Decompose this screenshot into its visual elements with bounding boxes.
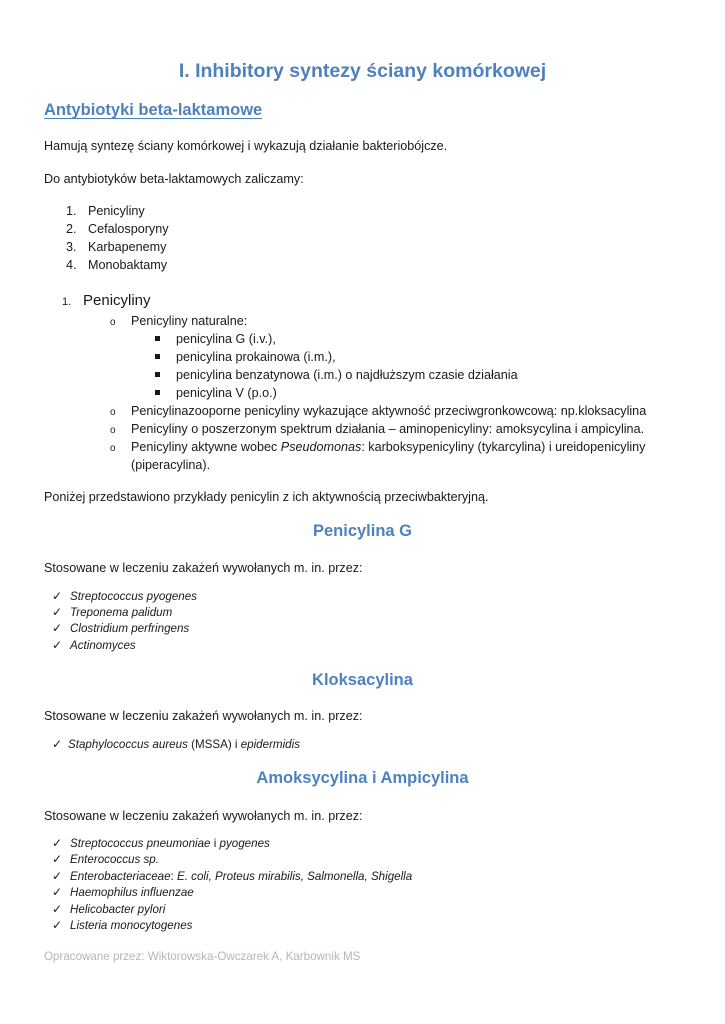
penicillin-g-intro: Stosowane w leczeniu zakażeń wywołanych m. in. przez: bbox=[44, 561, 363, 575]
subsection-heading: Penicyliny bbox=[83, 292, 151, 309]
check-icon: ✓ bbox=[52, 589, 63, 603]
check-icon: ✓ bbox=[52, 869, 63, 883]
subsection-number: 1. bbox=[62, 296, 72, 308]
check-icon: ✓ bbox=[52, 638, 63, 652]
square-bullet-icon bbox=[155, 390, 160, 395]
organism: Haemophilus influenzae bbox=[70, 886, 194, 899]
natural-label: Penicyliny naturalne: bbox=[131, 314, 248, 328]
organism: Staphylococcus aureus (MSSA) i epidermidis bbox=[68, 738, 300, 751]
check-icon: ✓ bbox=[52, 885, 63, 899]
natural-item: penicylina V (p.o.) bbox=[176, 386, 277, 400]
organism: Listeria monocytogenes bbox=[70, 919, 193, 932]
list-item-label: Karbapenemy bbox=[88, 240, 167, 254]
page-title: I. Inhibitory syntezy ściany komórkowej bbox=[178, 60, 547, 82]
pseudomonas-item: Penicyliny aktywne wobec Pseudomonas: karboksypenicyliny (tykarcylina) i ureidopenicyliny bbox=[131, 440, 646, 454]
check-icon: ✓ bbox=[52, 621, 63, 635]
circle-bullet-icon: o bbox=[110, 425, 116, 436]
natural-item: penicylina G (i.v.), bbox=[176, 332, 276, 346]
organism: Clostridium perfringens bbox=[70, 622, 190, 635]
page-footer: Opracowane przez: Wiktorowska-Owczarek A, Karbownik MS bbox=[44, 950, 361, 963]
broad-spectrum-item: Penicyliny o poszerzonym spektrum działania – aminopenicyliny: amoksycylina i ampicylina. bbox=[131, 422, 645, 436]
list-item-label: Penicyliny bbox=[88, 204, 145, 218]
organism: Treponema palidum bbox=[70, 606, 173, 619]
cloxacillin-intro: Stosowane w leczeniu zakażeń wywołanych m. in. przez: bbox=[44, 709, 363, 723]
check-icon: ✓ bbox=[52, 737, 63, 751]
list-item: 3. bbox=[66, 240, 77, 254]
list-item-label: Cefalosporyny bbox=[88, 222, 169, 236]
organism: Enterobacteriaceae: E. coli, Proteus mirabilis, Salmonella, Shigella bbox=[70, 870, 413, 883]
check-icon: ✓ bbox=[52, 836, 63, 850]
square-bullet-icon bbox=[155, 372, 160, 377]
square-bullet-icon bbox=[155, 336, 160, 341]
check-icon: ✓ bbox=[52, 902, 63, 916]
check-icon: ✓ bbox=[52, 605, 63, 619]
pseudomonas-item-cont: (piperacylina). bbox=[131, 458, 211, 472]
check-icon: ✓ bbox=[52, 852, 63, 866]
amoxicillin-intro: Stosowane w leczeniu zakażeń wywołanych m. in. przez: bbox=[44, 809, 363, 823]
penicillin-g-heading: Penicylina G bbox=[312, 522, 413, 540]
cloxacillin-heading: Kloksacylina bbox=[312, 671, 413, 689]
list-item: 2. bbox=[66, 222, 77, 236]
organism: Helicobacter pylori bbox=[70, 903, 166, 916]
list-item: 1. bbox=[66, 204, 77, 218]
list-item-label: Monobaktamy bbox=[88, 258, 168, 272]
natural-item: penicylina benzatynowa (i.m.) o najdłuższym czasie działania bbox=[176, 368, 518, 382]
list-item: 4. bbox=[66, 258, 77, 272]
classes-intro: Do antybiotyków beta-laktamowych zaliczamy: bbox=[44, 172, 304, 186]
organism: Actinomyces bbox=[70, 639, 136, 652]
section-heading: Antybiotyki beta-laktamowe bbox=[44, 101, 263, 119]
summary-paragraph: Poniżej przedstawiono przykłady penicylin z ich aktywnością przeciwbakteryjną. bbox=[44, 490, 489, 504]
organism: Streptococcus pneumoniae i pyogenes bbox=[70, 837, 270, 850]
square-bullet-icon bbox=[155, 354, 160, 359]
organism: Streptococcus pyogenes bbox=[70, 590, 197, 603]
circle-bullet-icon: o bbox=[110, 407, 116, 418]
natural-item: penicylina prokainowa (i.m.), bbox=[176, 350, 336, 364]
circle-bullet-icon: o bbox=[110, 317, 116, 328]
circle-bullet-icon: o bbox=[110, 443, 116, 454]
organism: Enterococcus sp. bbox=[70, 853, 159, 866]
amoxicillin-heading: Amoksycylina i Ampicylina bbox=[256, 769, 469, 787]
penicillinase-item: Penicylinazooporne penicyliny wykazujące aktywność przeciwgronkowcową: np.kloksacylina bbox=[131, 404, 647, 418]
check-icon: ✓ bbox=[52, 918, 63, 932]
intro-paragraph: Hamują syntezę ściany komórkowej i wykazują działanie bakteriobójcze. bbox=[44, 139, 448, 153]
